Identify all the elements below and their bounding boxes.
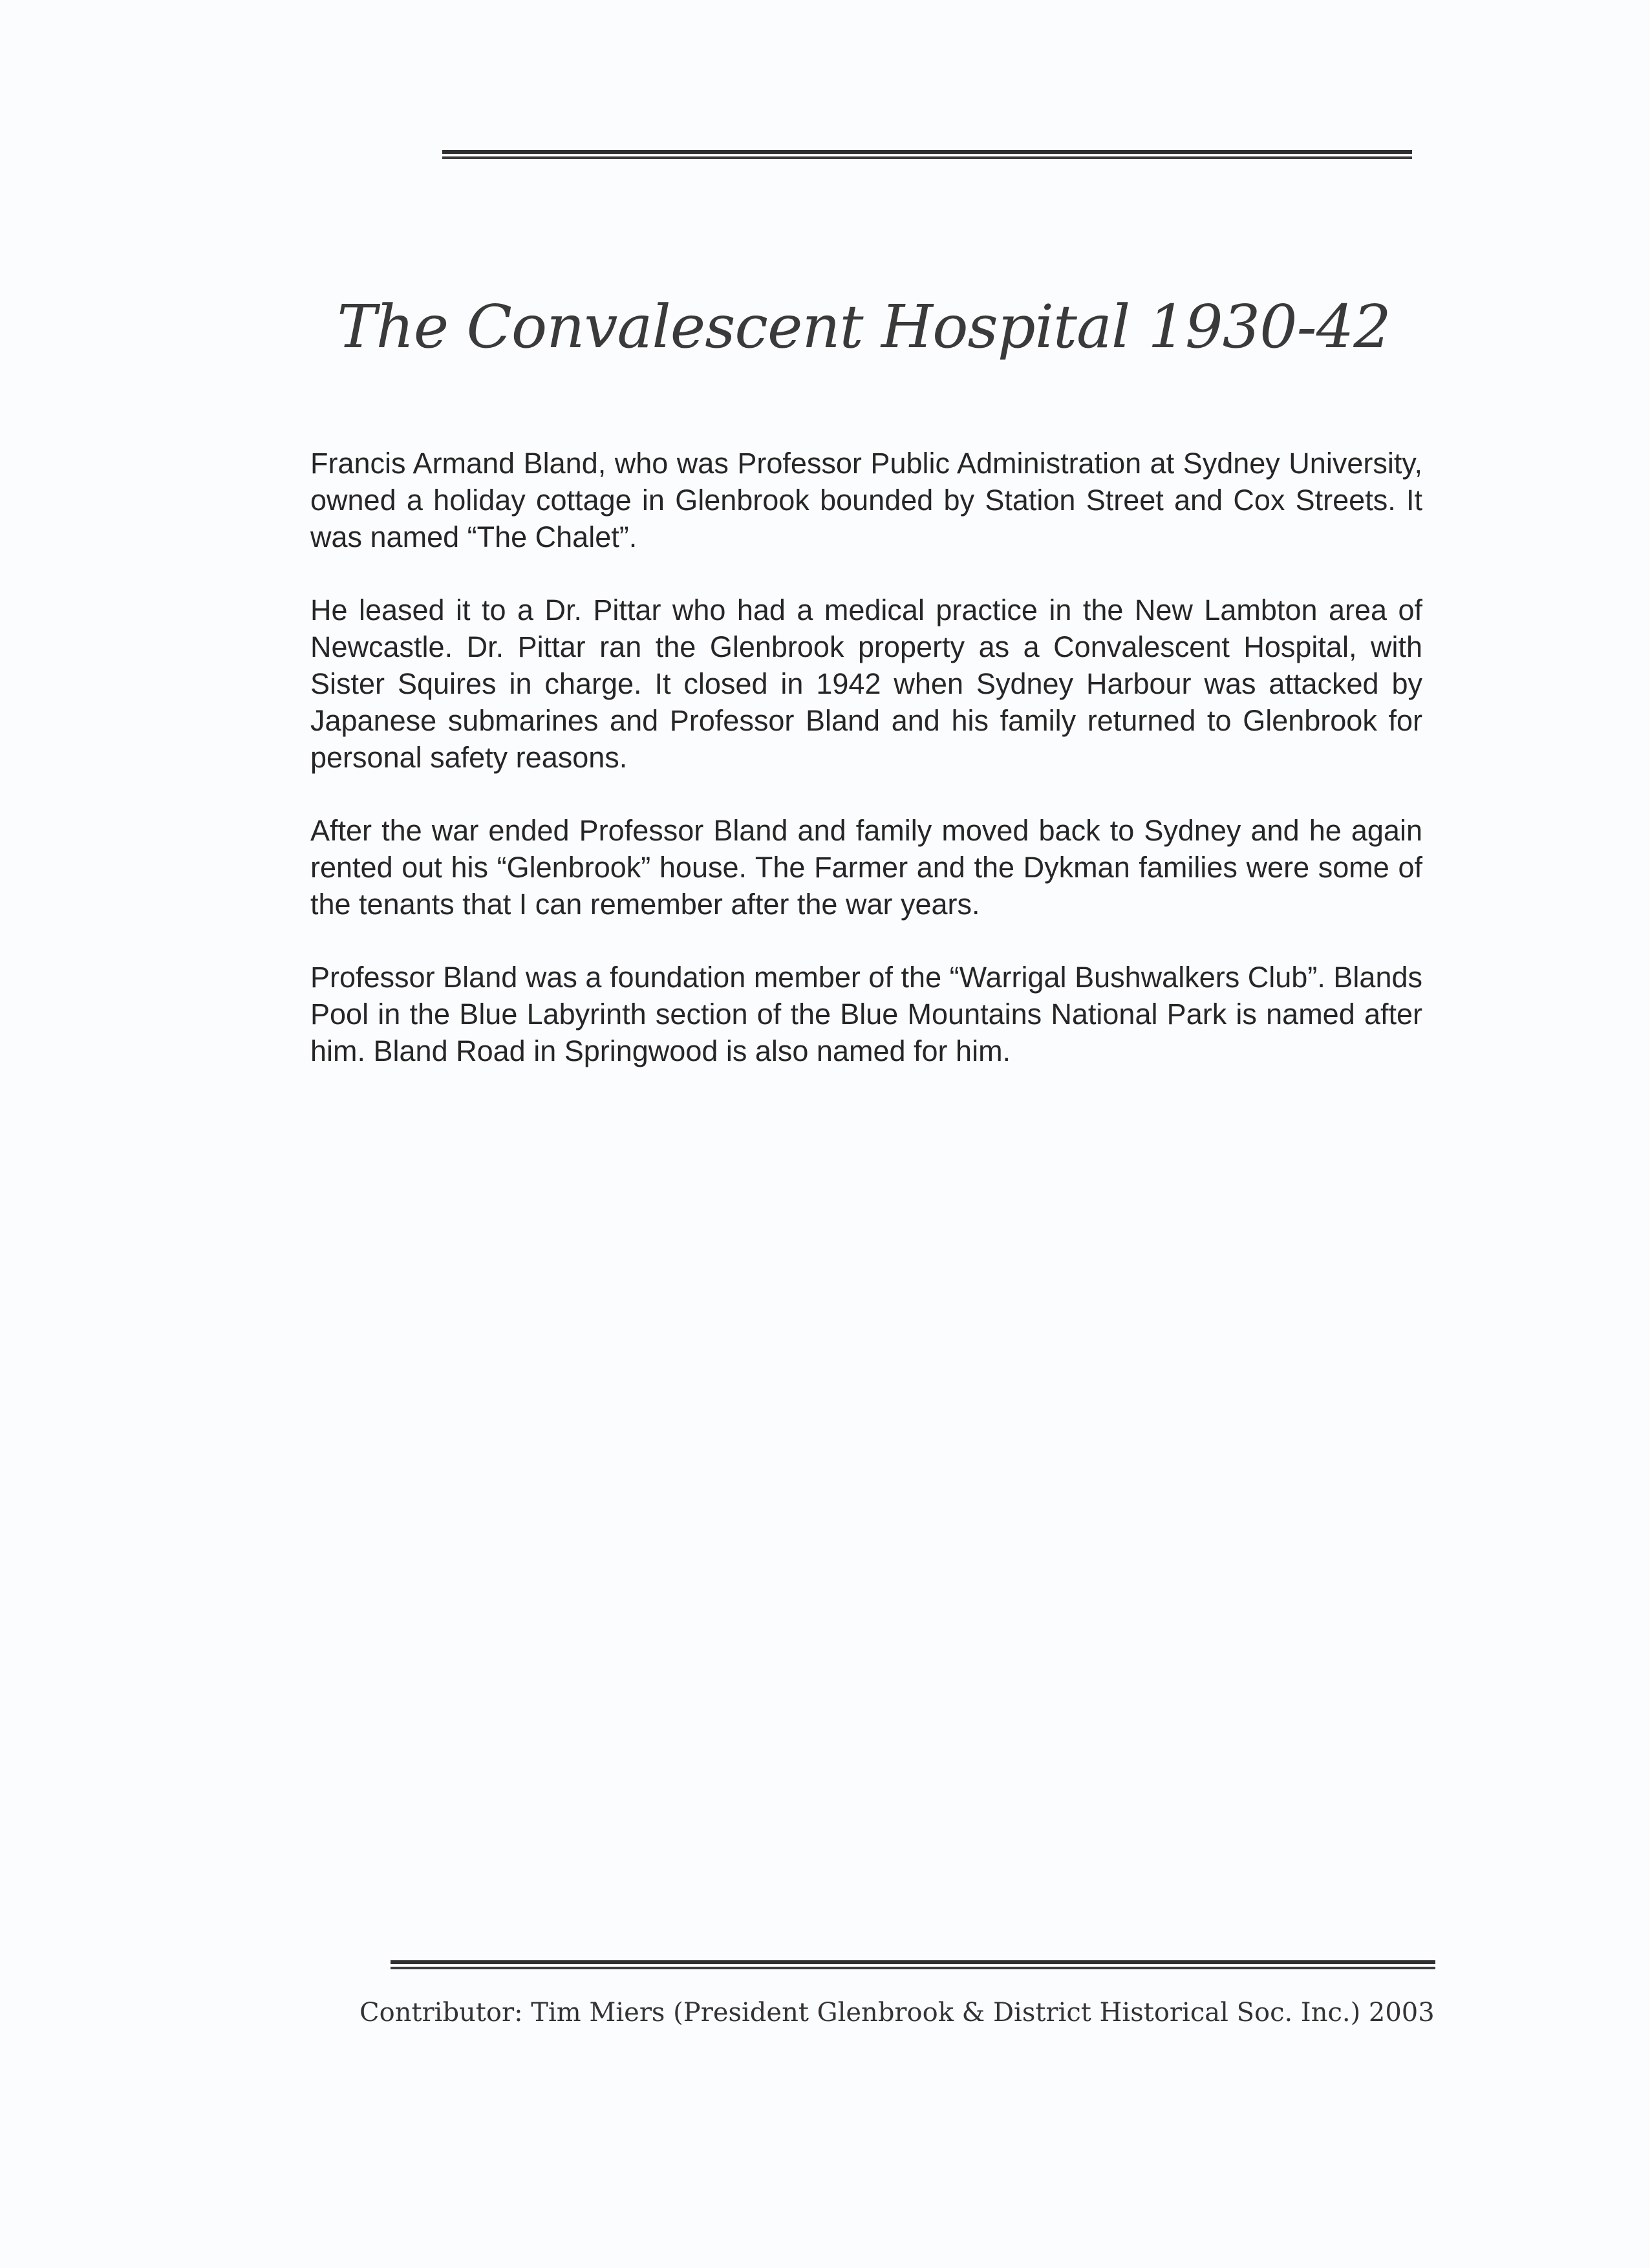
page-title: The Convalescent Hospital 1930-42 [337, 292, 1391, 361]
document-body [310, 445, 1422, 1106]
contributor-credit: Contributor: Tim Miers (President Glenbrook & District Historical Soc. Inc.) 2003 [359, 1998, 1435, 2027]
paragraph-4: Professor Bland was a foundation member of the “Warrigal Bushwalkers Club”. Blands Pool in the Blue Labyrinth section of the Blue Mountains National Park is named after him. Bland Road in Springwood is also named for him. [310, 961, 1422, 1067]
paragraph-1: Francis Armand Bland, who was Professor Public Administration at Sydney University, owned a holiday cottage in Glenbrook bounded by Station Street and Cox Streets. It was named “The Chalet”. [310, 447, 1422, 553]
paragraph-2: He leased it to a Dr. Pittar who had a medical practice in the New Lambton area of Newcastle. Dr. Pittar ran the Glenbrook property as a Convalescent Hospital, with Sister Squires in charge. It closed in 1942 when Sydney Harbour was attacked by Japanese submarines and Professor Bland and his family returned to Glenbrook for personal safety reasons. [310, 594, 1422, 774]
top-rule [442, 150, 1412, 159]
bottom-rule [391, 1960, 1435, 1969]
paragraph-3: After the war ended Professor Bland and family moved back to Sydney and he again rented out his “Glenbrook” house. The Farmer and the Dykman families were some of the tenants that I can remember after the war years. [310, 814, 1422, 921]
